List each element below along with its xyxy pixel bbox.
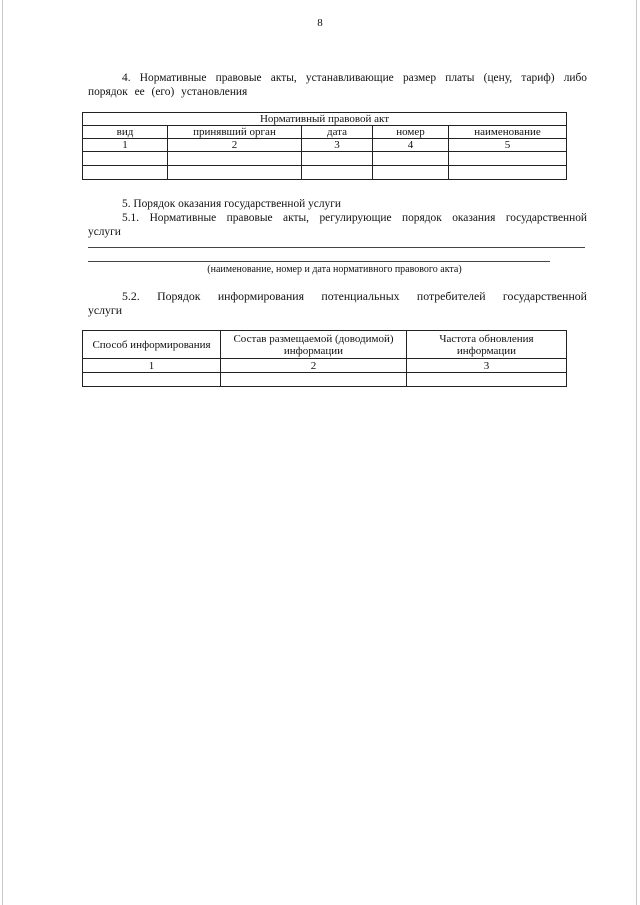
table1-number-cell: 5: [449, 139, 567, 152]
table1-number-cell: 3: [302, 139, 373, 152]
fill-in-line: [88, 261, 550, 262]
section-4-text: 4. Нормативные правовые акты, устанавливающие размер платы (цену, тариф) либо порядок ее (его) установления: [88, 72, 587, 98]
page-number: 8: [317, 17, 323, 29]
table1-empty-cell: [373, 166, 449, 180]
section-5-2-text: 5.2. Порядок информирования потенциальных потребителей государственной услуги: [88, 289, 587, 317]
table1-header-cell: дата: [302, 126, 373, 139]
table1-number-cell: 4: [373, 139, 449, 152]
legal-act-table: [82, 112, 567, 180]
table2-header-cell: Состав размещаемой (доводимой) информации: [221, 331, 407, 359]
section-5-title: 5. Порядок оказания государственной услуги: [122, 198, 341, 210]
scan-edge-right: [636, 0, 637, 905]
table1-number-cell: 1: [83, 139, 168, 152]
table1-empty-cell: [83, 152, 168, 166]
table2-header-cell: Частота обновления информации: [407, 331, 567, 359]
table1-empty-cell: [449, 152, 567, 166]
information-table: [82, 330, 567, 387]
section-5-1-text: 5.1. Нормативные правовые акты, регулирующие порядок оказания государственной услуги: [88, 212, 587, 238]
table1-header-cell: номер: [373, 126, 449, 139]
table1-header-cell: наименование: [449, 126, 567, 139]
table1-header-cell: принявший орган: [168, 126, 302, 139]
table1-caption: Нормативный правовой акт: [83, 113, 567, 126]
table2-number-cell: 3: [407, 359, 567, 373]
table1-empty-cell: [302, 152, 373, 166]
table1-number-cell: 2: [168, 139, 302, 152]
scan-edge-left: [2, 0, 3, 905]
table2-number-cell: 1: [83, 359, 221, 373]
table2-number-cell: 2: [221, 359, 407, 373]
table2-empty-cell: [83, 373, 221, 387]
table1-empty-cell: [373, 152, 449, 166]
table1-empty-cell: [168, 152, 302, 166]
table1-empty-cell: [168, 166, 302, 180]
table1-empty-cell: [449, 166, 567, 180]
table1-empty-cell: [83, 166, 168, 180]
act-caption: (наименование, номер и дата нормативного правового акта): [207, 264, 462, 275]
table2-empty-cell: [221, 373, 407, 387]
table1-empty-cell: [302, 166, 373, 180]
fill-in-line: [88, 247, 585, 248]
table1-header-cell: вид: [83, 126, 168, 139]
table2-header-cell: Способ информирования: [83, 331, 221, 359]
table2-empty-cell: [407, 373, 567, 387]
